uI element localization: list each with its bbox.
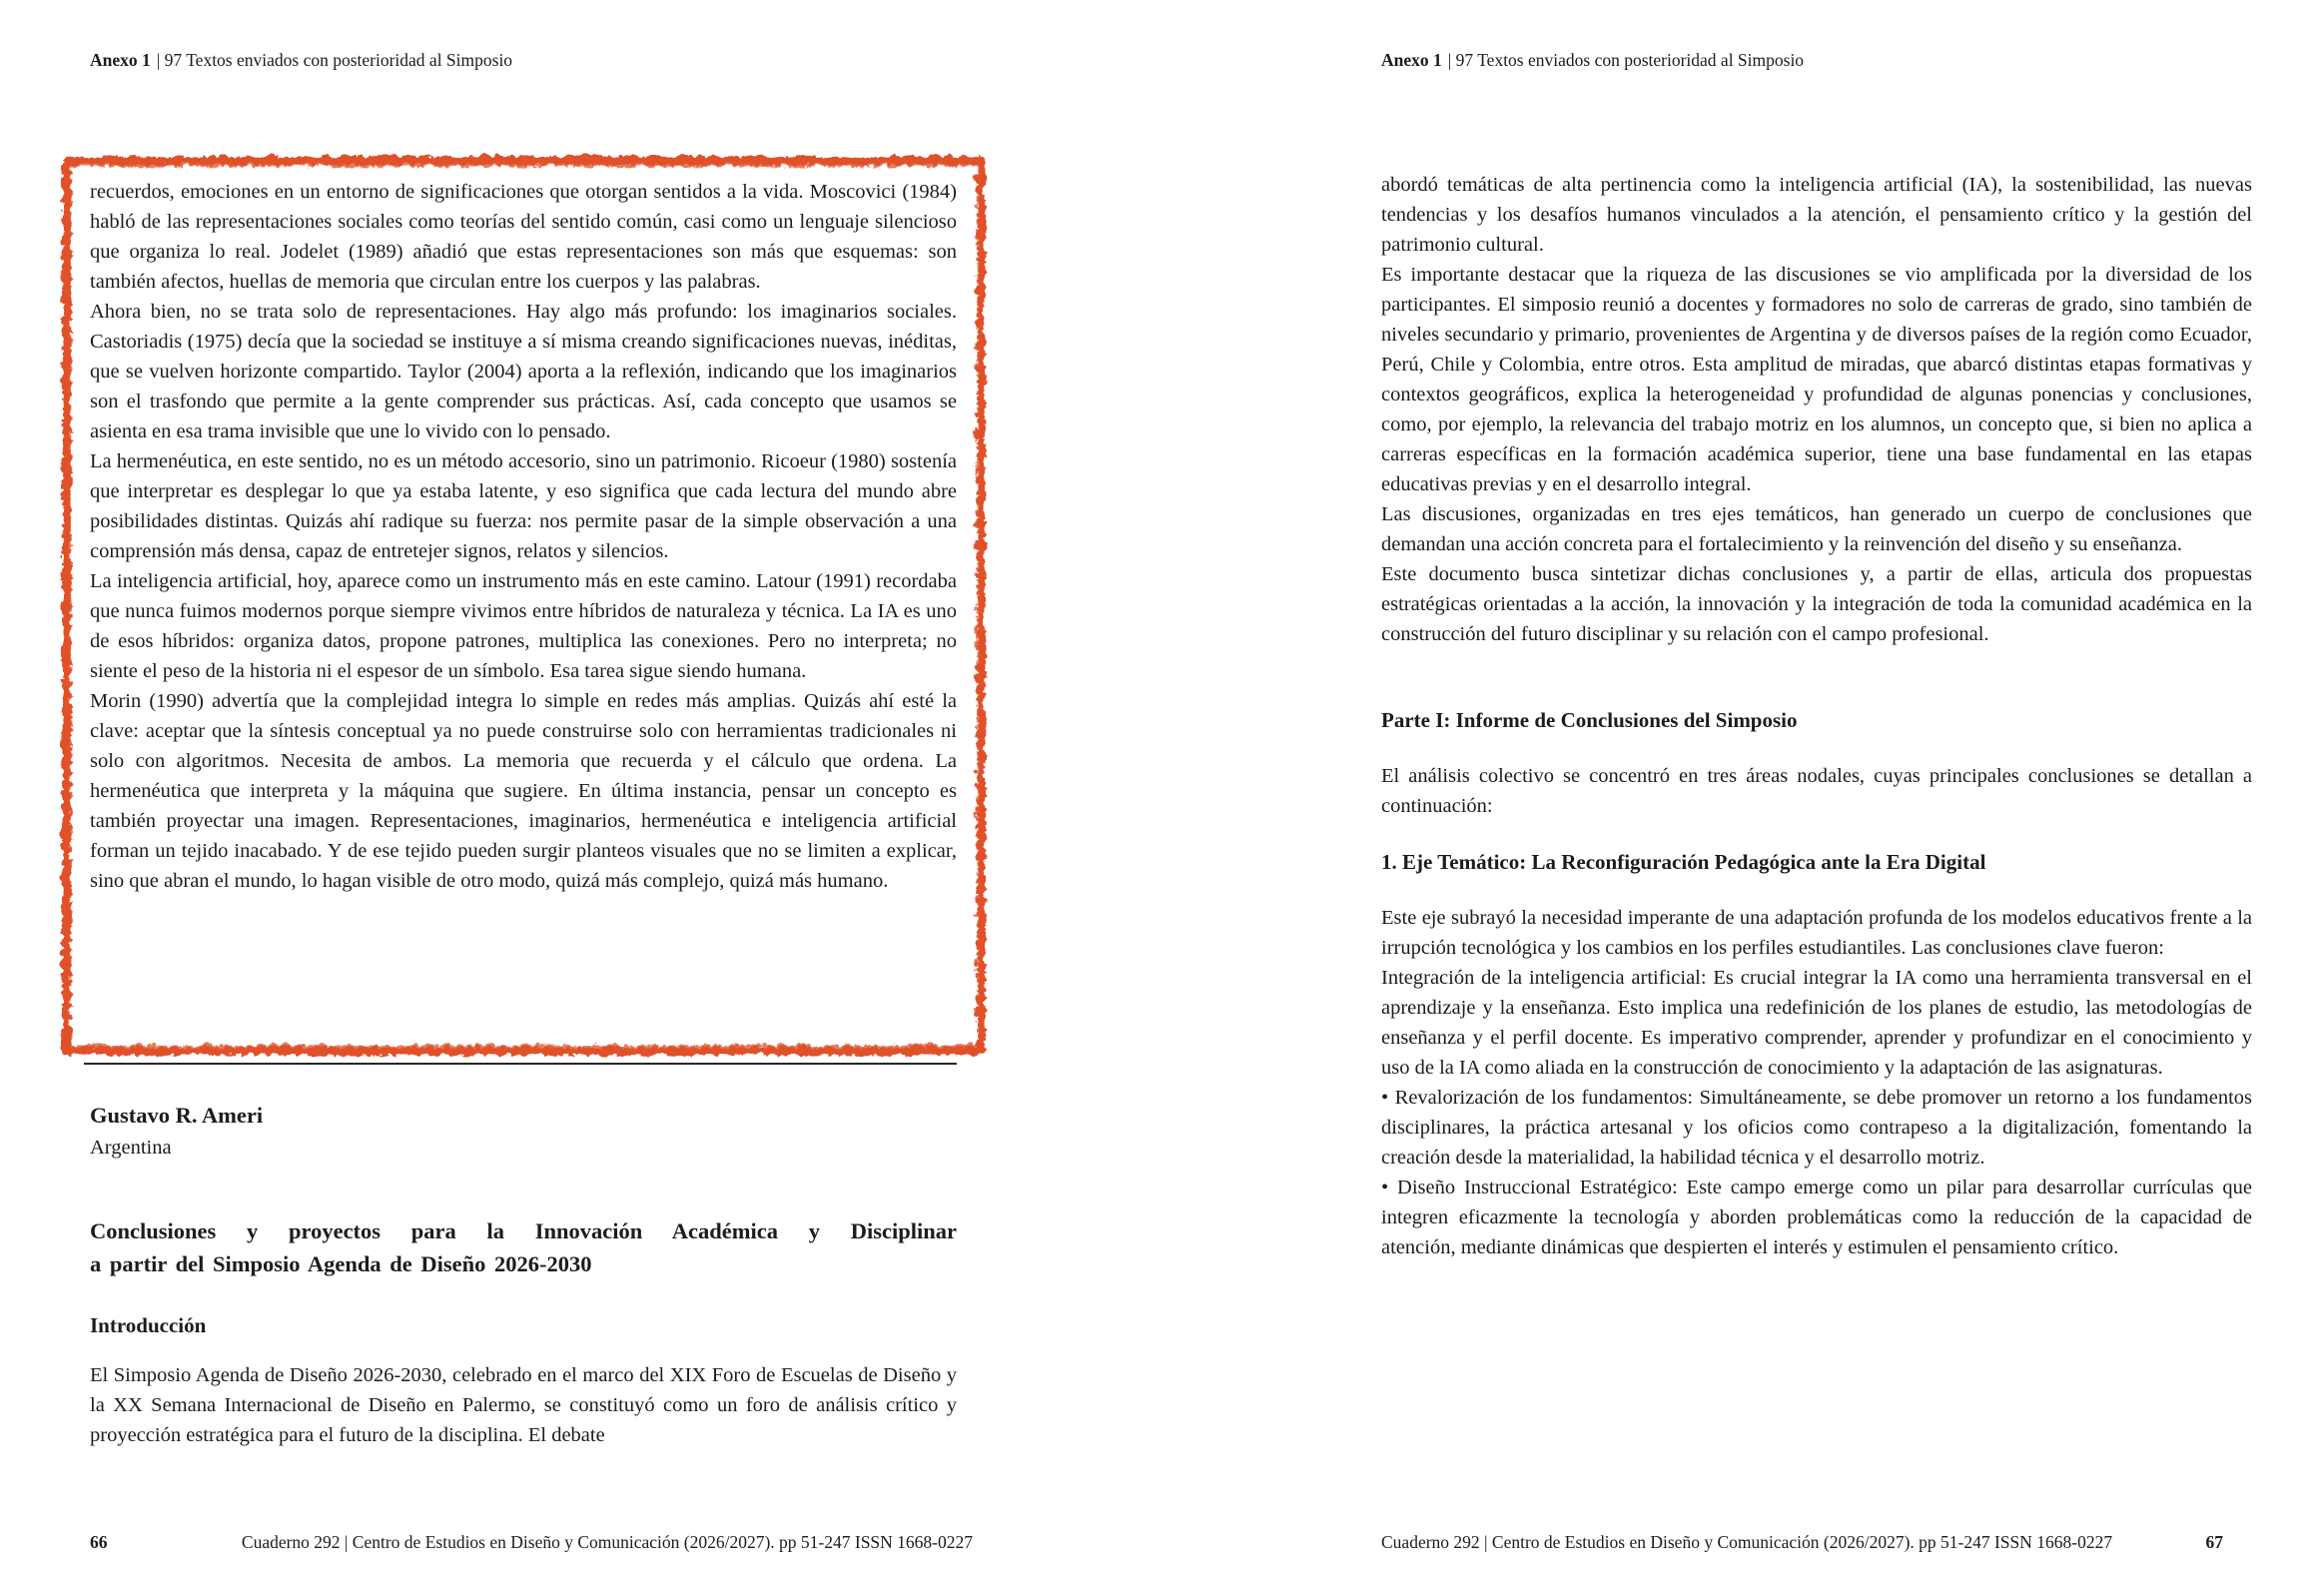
author-block [90,1099,263,1163]
imprint-line: Cuaderno 292 | Centro de Estudios en Diseño y Comunicación (2026/2027). pp 51-247 ISSN 1668-0227 [1381,1532,2113,1552]
part-1-heading: Parte I: Informe de Conclusiones del Simposio [1381,708,1798,732]
body-text-column [1381,170,2252,1262]
running-header [1381,50,1804,71]
article-title-line-2: a partir del Simposio Agenda de Diseño 2026-2030 [90,1251,592,1276]
article-title-line-1: Conclusiones y proyectos para la Innovación Académica y Disciplinar [90,1218,957,1243]
running-header [90,50,512,71]
page-right [1158,0,2315,1596]
body-paragraph-4: Este documento busca sintetizar dichas conclusiones y, a partir de ellas, articula dos propuestas estratégicas orientadas a la acción, la innovación y la integración de toda la comunidad académica en la construcción del futuro disciplinar y su relación con el campo profesional. [1381,563,2252,645]
part-intro-paragraph: El análisis colectivo se concentró en tres áreas nodales, cuyas principales conclusiones se detallan a continuación: [1381,765,2252,817]
author-name: Gustavo R. Ameri [90,1103,264,1128]
boxed-paragraph-3: La hermenéutica, en este sentido, no es un método accesorio, sino un patrimonio. Ricoeur (1980) sostenía que interpretar es desplegar lo que ya estaba latente, y eso significa que cada lectura del mundo abre posibilidades distintas. Quizás ahí radique su fuerza: nos permite pasar de la simple observación a una comprensión más densa, capaz de entretejer signos, relatos y silencios. [90,450,957,562]
introduction-paragraph: El Simposio Agenda de Diseño 2026-2030, celebrado en el marco del XIX Foro de Escuelas de Diseño y la XX Semana Internacional de Diseño en Palermo, se constituyó como un foro de análisis crítico y proyección estratégica para el futuro de la disciplina. El debate [90,1364,957,1446]
article-title [90,1214,957,1280]
header-anexo-label: Anexo 1 [90,50,151,70]
boxed-passage [90,177,957,1034]
page-number: 67 [2205,1532,2223,1552]
imprint-line: Cuaderno 292 | Centro de Estudios en Diseño y Comunicación (2026/2027). pp 51-247 ISSN 1668-0227 [241,1532,973,1552]
eje-bullet-2: • Diseño Instruccional Estratégico: Este campo emerge como un pilar para desarrollar currículas que integren eficazmente la tecnología y aborden problemáticas como la reducción de la capacidad de atención, mediante dinámicas que despierten el interés y estimulen el pensamiento crítico. [1381,1177,2252,1258]
eje-tematico-1-heading: 1. Eje Temático: La Reconfiguración Pedagógica ante la Era Digital [1381,850,1986,874]
boxed-paragraph-5: Morin (1990) advertía que la complejidad integra lo simple en redes más amplias. Quizás ahí esté la clave: aceptar que la síntesis conceptual ya no puede construirse solo con herramientas tradicionales ni solo con algoritmos. Necesita de ambos. La memoria que recuerda y el cálculo que ordena. La hermenéutica que interpreta y la máquina que sugiere. En última instancia, pensar un concepto es también proyectar una imagen. Representaciones, imaginarios, hermenéutica e inteligencia artificial forman un tejido inacabado. Y de ese tejido pueden surgir planteos visuales que no se limiten a explicar, sino que abran el mundo, lo hagan visible de otro modo, quizá más complejo, quizá más humano. [90,690,957,892]
page-footer [90,1532,973,1553]
eje-paragraph-1: Este eje subrayó la necesidad imperante de una adaptación profunda de los modelos educativos frente a la irrupción tecnológica y los cambios en los perfiles estudiantiles. Las conclusiones clave fueron: [1381,907,2252,959]
header-title-text: | 97 Textos enviados con posterioridad al Simposio [1447,50,1805,70]
eje-paragraph-2: Integración de la inteligencia artificial: Es crucial integrar la IA como una herramienta transversal en el aprendizaje y la enseñanza. Esto implica una redefinición de los planes de estudio, las metodologías de enseñanza y el perfil docente. Es imperativo comprender, aprender y profundizar en el conocimiento y uso de la IA como aliada en la construcción de conocimiento y la adaptación de las asignaturas. [1381,967,2252,1079]
body-paragraph-3: Las discusiones, organizadas en tres ejes temáticos, han generado un cuerpo de conclusiones que demandan una acción concreta para el fortalecimiento y la reinvención del diseño y su enseñanza. [1381,503,2252,555]
boxed-paragraph-2: Ahora bien, no se trata solo de representaciones. Hay algo más profundo: los imaginarios sociales. Castoriadis (1975) decía que la sociedad se instituye a sí misma creando significaciones nuevas, inéditas, que se vuelven horizonte compartido. Taylor (2004) aporta a la reflexión, indicando que los imaginarios son el trasfondo que permite a la gente comprender sus prácticas. Así, cada concepto que usamos se asienta en esa trama invisible que une lo vivido con lo pensado. [90,301,957,442]
author-country: Argentina [90,1137,172,1159]
boxed-paragraph-4: La inteligencia artificial, hoy, aparece como un instrumento más en este camino. Latour (1991) recordaba que nunca fuimos modernos porque siempre vivimos entre híbridos de naturaleza y técnica. La IA es uno de esos híbridos: organiza datos, propone patrones, multiplica las conexiones. Pero no interpreta; no siente el peso de la historia ni el espesor de un símbolo. Esa tarea sigue siendo humana. [90,570,957,682]
eje-bullet-1: • Revalorización de los fundamentos: Simultáneamente, se debe promover un retorno a los fundamentos disciplinares, la práctica artesanal y los oficios como contrapeso a la digitalización, fomentando la creación desde la materialidad, la habilidad técnica y el desarrollo motriz. [1381,1087,2252,1169]
page-number: 66 [90,1532,108,1552]
page-footer [1381,1532,2223,1553]
section-divider-rule [84,1063,957,1065]
header-title-text: | 97 Textos enviados con posterioridad al Simposio [156,50,513,70]
body-paragraph-2: Es importante destacar que la riqueza de las discusiones se vio amplificada por la diversidad de los participantes. El simposio reunió a docentes y formadores no solo de carreras de grado, sino también de niveles secundario y primario, provenientes de Argentina y de diversos países de la región como Ecuador, Perú, Chile y Colombia, entre otros. Esta amplitud de miradas, que abarcó distintas etapas formativas y contextos geográficos, explica la heterogeneidad y profundidad de algunas ponencias y conclusiones, como, por ejemplo, la relevancia del trabajo motriz en los alumnos, un concepto que, si bien no aplica a carreras específicas en la formación académica superior, tiene una base fundamental en las etapas educativas previas y en el desarrollo integral. [1381,264,2252,495]
body-paragraph-1: abordó temáticas de alta pertinencia como la inteligencia artificial (IA), la sostenibilidad, las nuevas tendencias y los desafíos humanos vinculados a la atención, el pensamiento crítico y la gestión del patrimonio cultural. [1381,174,2252,256]
annotation-highlight-box [58,152,987,1057]
introduction-heading: Introducción [90,1313,207,1337]
boxed-paragraph-1: recuerdos, emociones en un entorno de significaciones que otorgan sentidos a la vida. Moscovici (1984) habló de las representaciones sociales como teorías del sentido común, casi como un lenguaje silencioso que organiza lo real. Jodelet (1989) añadió que estas representaciones son más que esquemas: son también afectos, huellas de memoria que circulan entre los cuerpos y las palabras. [90,181,957,293]
header-anexo-label: Anexo 1 [1381,50,1442,70]
